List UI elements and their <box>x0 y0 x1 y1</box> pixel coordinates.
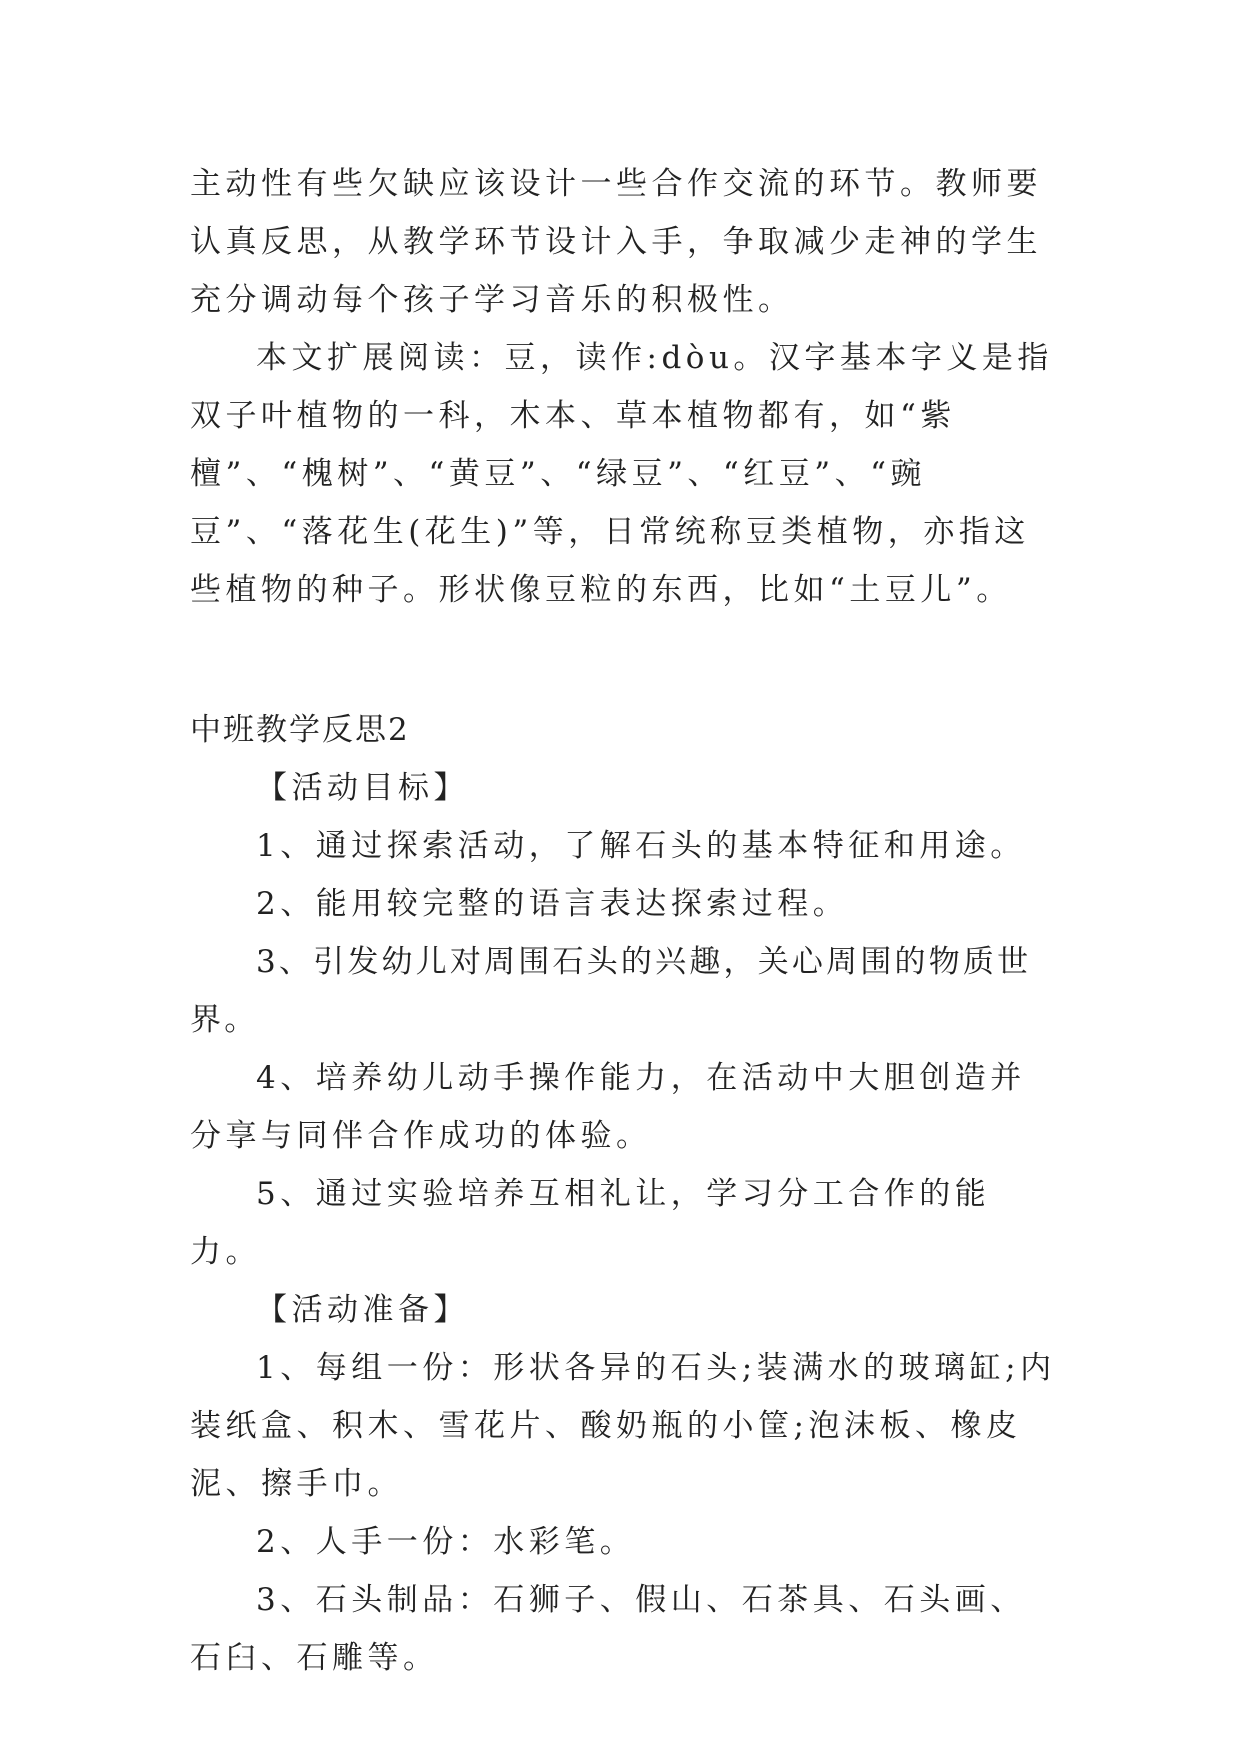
goal-item-3: 3、引发幼儿对周围石头的兴趣，关心周围的物质世界。 <box>190 944 1032 1038</box>
prep-heading: 【活动准备】 <box>256 1292 469 1328</box>
goal-item-1: 1、通过探索活动，了解石头的基本特征和用途。 <box>256 828 1026 864</box>
goal-item-2: 2、能用较完整的语言表达探索过程。 <box>256 886 849 922</box>
goal-item-5: 5、通过实验培养互相礼让，学习分工合作的能力。 <box>190 1176 991 1270</box>
paragraph-reflection: 主动性有些欠缺应该设计一些合作交流的环节。教师要认真反思，从教学环节设计入手，争取减少走神的学生充分调动每个孩子学习音乐的积极性。 <box>190 166 1042 318</box>
prep-item-3: 3、石头制品：石狮子、假山、石茶具、石头画、石臼、石雕等。 <box>190 1582 1026 1676</box>
section-title: 中班教学反思2 <box>190 712 410 748</box>
prep-item-2: 2、人手一份：水彩笔。 <box>256 1524 636 1560</box>
document-body <box>190 155 1060 1687</box>
paragraph-extended-reading: 本文扩展阅读：豆，读作:dòu。汉字基本字义是指双子叶植物的一科，木本、草本植物都有，如“紫檀”、“槐树”、“黄豆”、“绿豆”、“红豆”、“豌豆”、“落花生(花生)”等，日常统称豆类植物，亦指这些植物的种子。形状像豆粒的东西，比如“土豆儿”。 <box>190 340 1053 608</box>
prep-item-1: 1、每组一份：形状各异的石头;装满水的玻璃缸;内装纸盒、积木、雪花片、酸奶瓶的小筐;泡沫板、橡皮泥、擦手巾。 <box>190 1350 1056 1502</box>
goals-heading: 【活动目标】 <box>256 770 469 806</box>
goal-item-4: 4、培养幼儿动手操作能力，在活动中大胆创造并分享与同伴合作成功的体验。 <box>190 1060 1026 1154</box>
